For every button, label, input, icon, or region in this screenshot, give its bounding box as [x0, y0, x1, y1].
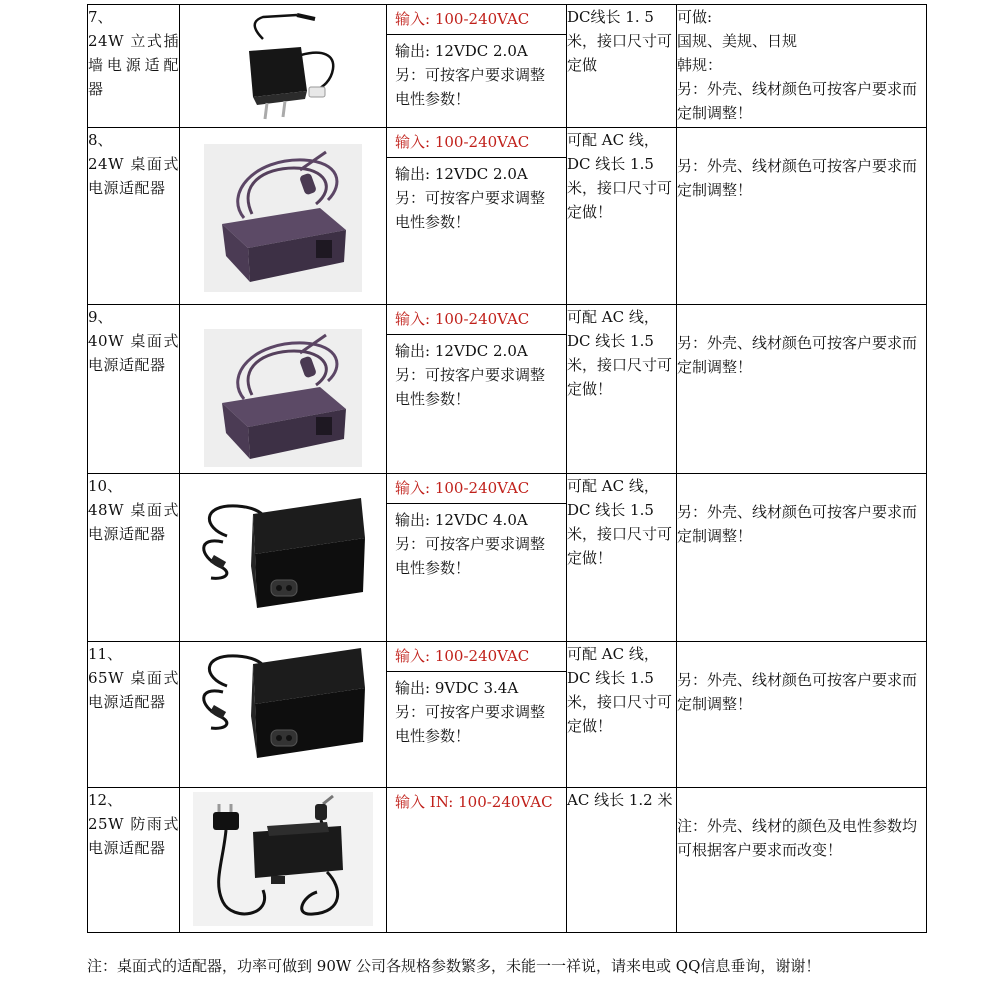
remark-line: 可做:	[677, 8, 713, 26]
input-spec: 输入: 100-240VAC	[387, 642, 566, 672]
table-row	[88, 474, 927, 642]
input-spec: 输入: 100-240VAC	[387, 474, 566, 504]
product-name-cell	[88, 642, 180, 788]
product-description: 24W 桌面式电源适配器	[88, 155, 179, 197]
rainproof-adapter-image	[193, 792, 373, 926]
product-photo-cell	[180, 474, 387, 642]
row-number: 11、	[88, 645, 123, 663]
remark-line: 另：外壳、线材颜色可按客户要求而定制调整！	[677, 80, 918, 122]
input-spec: 输入: 100-240VAC	[387, 305, 566, 335]
electrical-spec-cell	[387, 128, 567, 305]
output-value: 输出: 12VDC 2.0A	[395, 165, 528, 183]
remark-line: 另：外壳、线材颜色可按客户要求而定制调整！	[677, 503, 918, 545]
remark-line: 另：外壳、线材颜色可按客户要求而定制调整！	[677, 671, 918, 713]
electrical-spec-cell	[387, 305, 567, 474]
remark-line: 另：外壳、线材颜色可按客户要求而定制调整！	[677, 157, 918, 199]
product-photo-cell	[180, 5, 387, 128]
output-spec	[387, 158, 566, 234]
table-row	[88, 788, 927, 933]
product-photo-cell	[180, 305, 387, 474]
input-spec: 输入: 100-240VAC	[387, 5, 566, 35]
table-row	[88, 5, 927, 128]
output-note: 另：可按客户要求调整电性参数！	[395, 66, 546, 108]
product-description: 25W 防雨式电源适配器	[88, 815, 179, 857]
footer-note: 注：桌面式的适配器，功率可做到 90W 公司各规格参数繁多，未能一一祥说，请来电或 QQ信息垂询，谢谢！	[87, 957, 821, 975]
desktop-adapter-black-image	[197, 646, 369, 772]
product-name-cell	[88, 128, 180, 305]
desktop-adapter-black-image	[197, 496, 369, 622]
product-description: 48W 桌面式电源适配器	[88, 501, 179, 543]
electrical-spec-cell	[387, 474, 567, 642]
row-number: 7、	[88, 8, 113, 26]
desktop-adapter-purple-image	[204, 144, 362, 292]
product-photo-cell	[180, 642, 387, 788]
output-note: 另：可按客户要求调整电性参数！	[395, 189, 546, 231]
product-description: 24W 立式插墙电源适配器	[88, 32, 179, 98]
remark-cell	[677, 128, 927, 305]
output-note: 另：可按客户要求调整电性参数！	[395, 703, 546, 745]
product-name-cell	[88, 305, 180, 474]
row-number: 12、	[88, 791, 123, 809]
cable-spec-cell: DC线长 1. 5 米，接口尺寸可定做	[567, 5, 677, 128]
cable-spec-cell: 可配 AC 线，DC 线长 1.5 米，接口尺寸可定做！	[567, 642, 677, 788]
output-spec	[387, 335, 566, 411]
table-row	[88, 128, 927, 305]
electrical-spec-cell	[387, 788, 567, 933]
wall-plug-adapter-image	[223, 11, 343, 121]
table-row	[88, 305, 927, 474]
electrical-spec-cell	[387, 642, 567, 788]
output-spec	[387, 672, 566, 748]
product-name-cell	[88, 474, 180, 642]
remark-cell	[677, 5, 927, 128]
remark-line: 韩规：	[677, 56, 723, 74]
cable-spec-cell: 可配 AC 线，DC 线长 1.5 米，接口尺寸可定做！	[567, 474, 677, 642]
output-value: 输出: 12VDC 2.0A	[395, 342, 528, 360]
cable-spec-cell: AC 线长 1.2 米	[567, 788, 677, 933]
product-description: 65W 桌面式电源适配器	[88, 669, 179, 711]
remark-line: 另：外壳、线材颜色可按客户要求而定制调整！	[677, 334, 918, 376]
product-photo-cell	[180, 788, 387, 933]
output-spec	[387, 504, 566, 580]
output-value: 输出: 9VDC 3.4A	[395, 679, 519, 697]
row-number: 8、	[88, 131, 113, 149]
remark-cell	[677, 474, 927, 642]
remark-cell	[677, 788, 927, 933]
remark-cell	[677, 305, 927, 474]
cable-spec-cell: 可配 AC 线，DC 线长 1.5 米，接口尺寸可定做！	[567, 128, 677, 305]
product-photo-cell	[180, 128, 387, 305]
product-description: 40W 桌面式电源适配器	[88, 332, 179, 374]
remark-cell	[677, 642, 927, 788]
input-spec: 输入: 100-240VAC	[387, 128, 566, 158]
remark-line: 注：外壳、线材的颜色及电性参数均可根据客户要求而改变！	[677, 817, 918, 859]
cable-spec-cell: 可配 AC 线，DC 线长 1.5 米，接口尺寸可定做！	[567, 305, 677, 474]
row-number: 9、	[88, 308, 113, 326]
output-note: 另：可按客户要求调整电性参数！	[395, 535, 546, 577]
product-name-cell	[88, 5, 180, 128]
electrical-spec-cell	[387, 5, 567, 128]
product-name-cell	[88, 788, 180, 933]
output-spec	[387, 35, 566, 111]
remark-line: 国规、美规、日规	[677, 32, 798, 50]
table-row	[88, 642, 927, 788]
output-value: 输出: 12VDC 4.0A	[395, 511, 528, 529]
output-note: 另：可按客户要求调整电性参数！	[395, 366, 546, 408]
product-spec-table	[87, 4, 927, 933]
row-number: 10、	[88, 477, 123, 495]
input-spec: 输入 IN: 100-240VAC	[395, 793, 553, 811]
desktop-adapter-purple-image	[204, 329, 362, 467]
output-value: 输出: 12VDC 2.0A	[395, 42, 528, 60]
